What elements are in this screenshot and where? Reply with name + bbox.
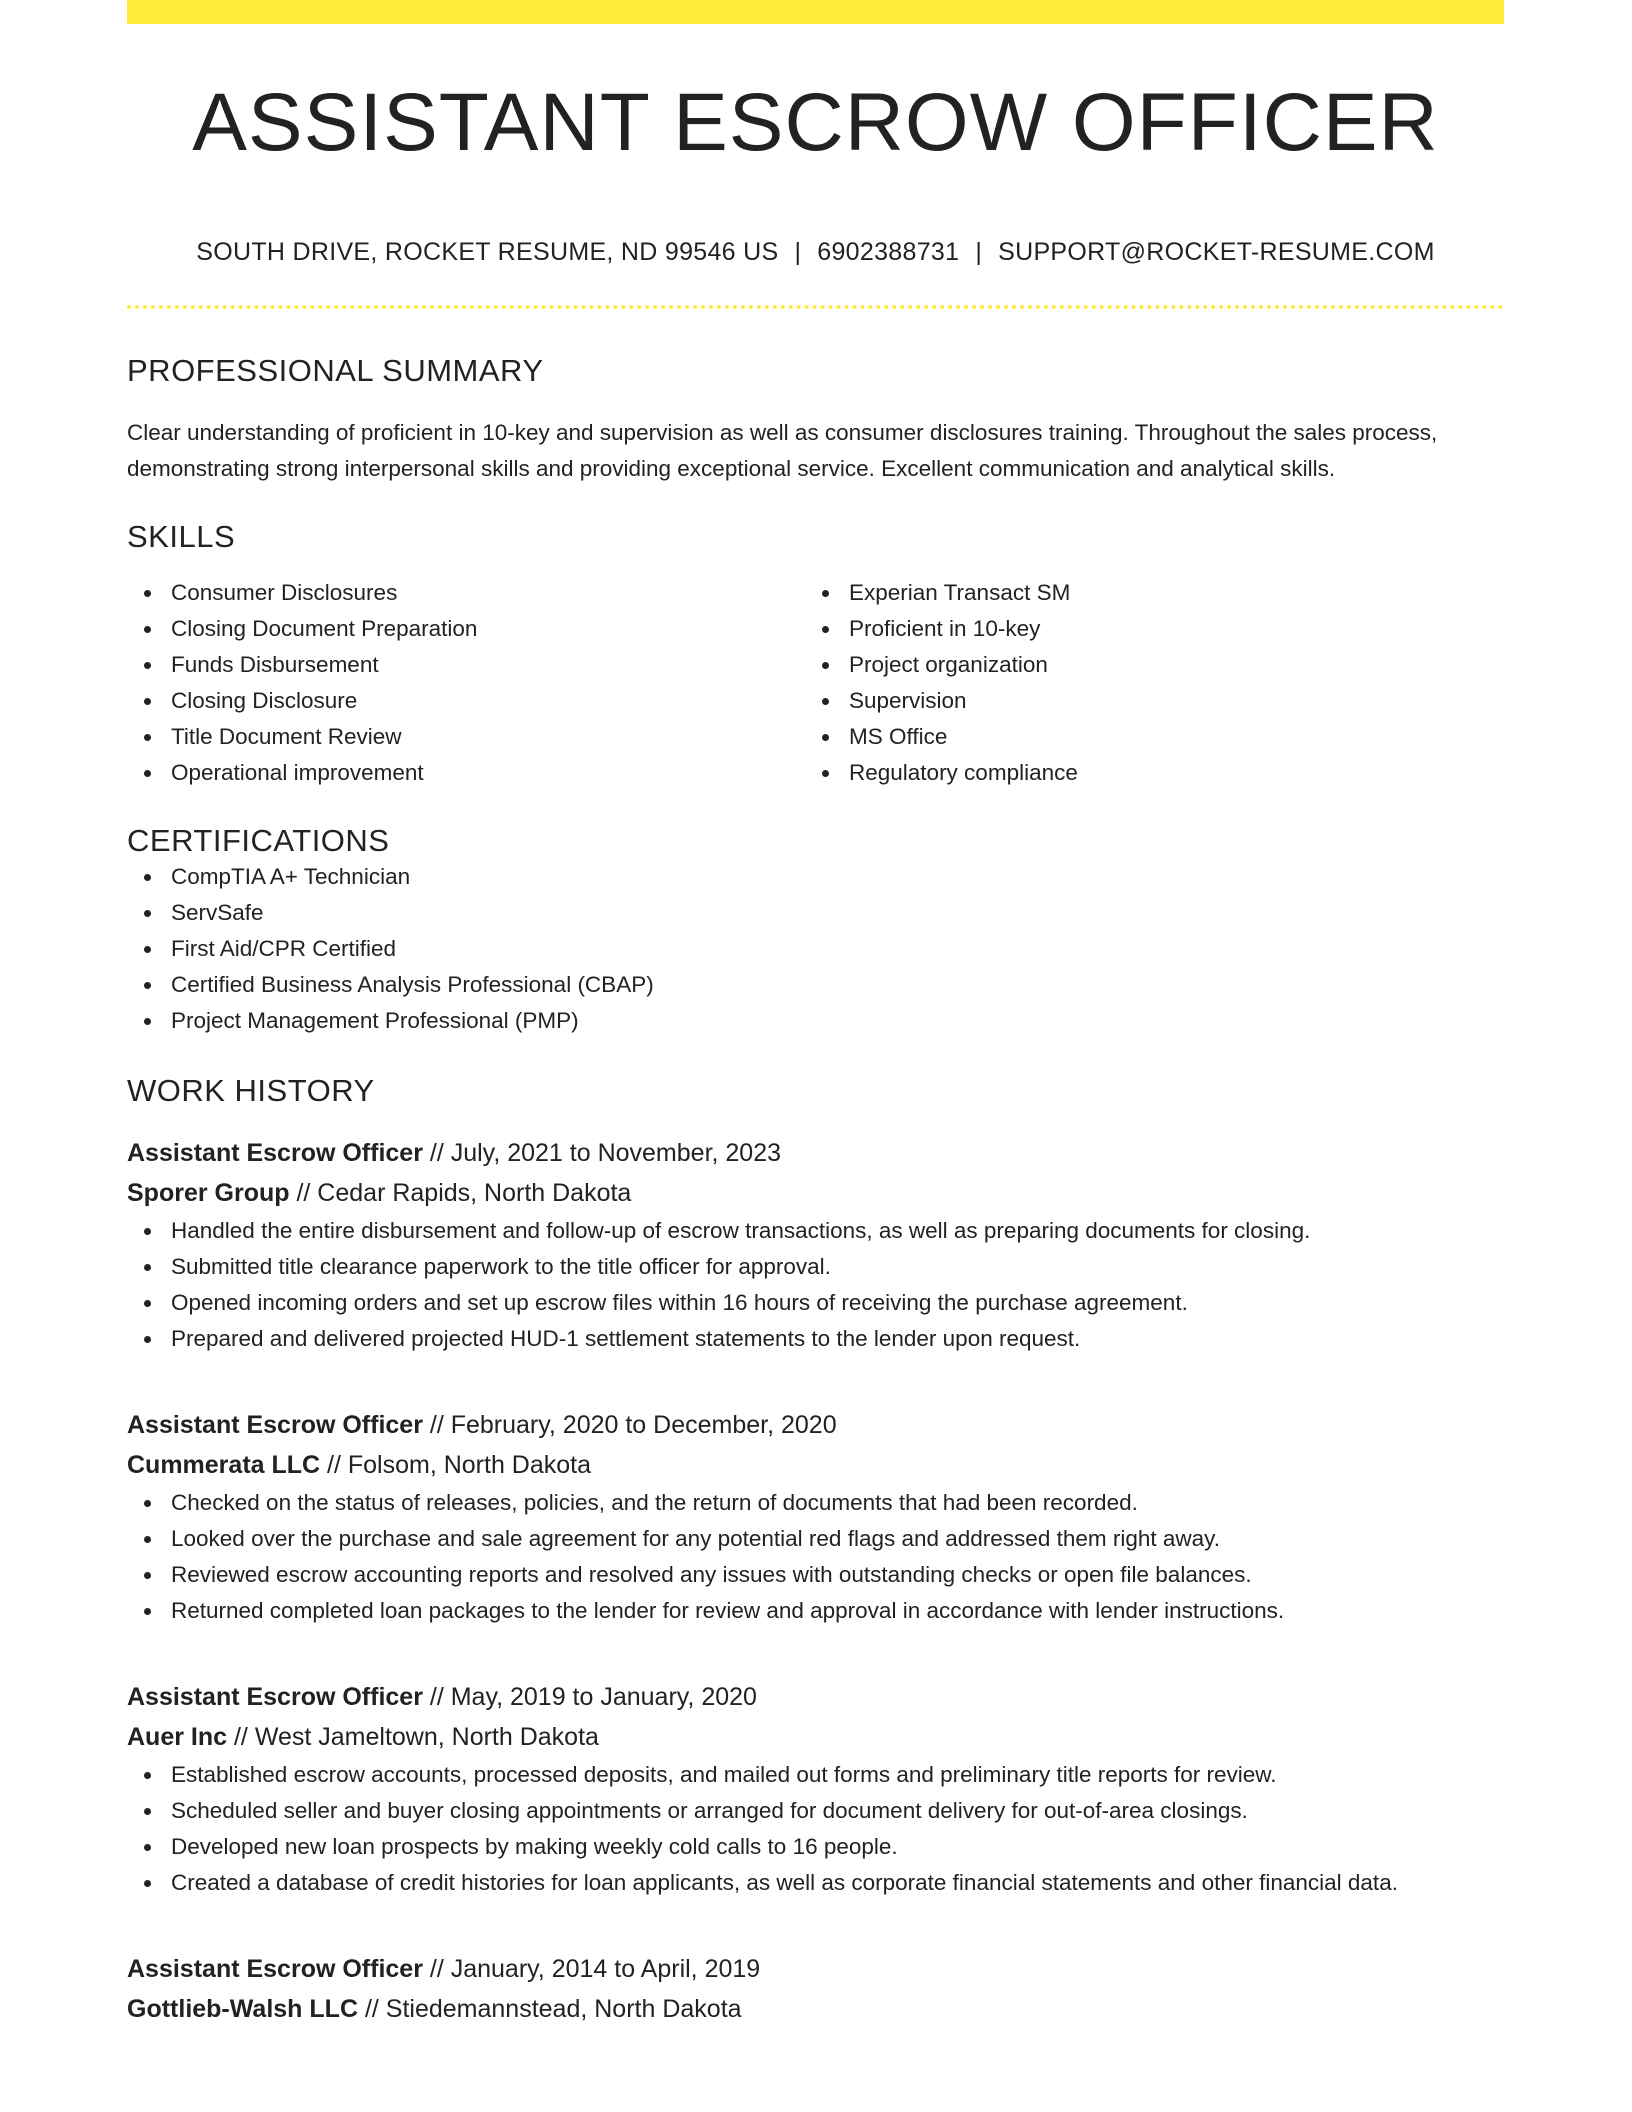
skill-item: Project organization [805,647,1483,683]
job-title-line [127,1949,1504,1989]
job-company: Sporer Group [127,1179,290,1207]
job-company: Gottlieb-Walsh LLC [127,1995,358,2023]
contact-separator: | [794,238,802,266]
job-dates: // July, 2021 to November, 2023 [422,1139,782,1167]
contact-email: SUPPORT@ROCKET-RESUME.COM [998,238,1435,266]
skills-column-right [805,575,1483,791]
summary-text: Clear understanding of proficient in 10-key and supervision as well as consumer disclosures training. Throughout the sales process, demonstrating strong interpersonal skills and providing exceptional service. Excellent communication and analytical skills. [127,420,1438,481]
skill-item: Title Document Review [127,719,805,755]
skill-item: Proficient in 10-key [805,611,1483,647]
job-company-line [127,1445,1504,1485]
skill-item: Closing Document Preparation [127,611,805,647]
skills-grid [127,575,1504,791]
certification-item: Certified Business Analysis Professional (CBAP) [127,967,1504,1003]
job-duties-list [127,1485,1504,1629]
contact-separator: | [975,238,983,266]
skills-list-left [127,575,805,791]
job-dates: // February, 2020 to December, 2020 [422,1411,837,1439]
header-divider [127,305,1504,309]
job-location: // Stiedemannstead, North Dakota [358,1995,742,2023]
job-role: Assistant Escrow Officer [127,1955,423,1983]
job-role: Assistant Escrow Officer [127,1411,423,1439]
skill-item: Experian Transact SM [805,575,1483,611]
job-duty-item: Looked over the purchase and sale agreement for any potential red flags and addressed them right away. [127,1521,1504,1557]
job-duty-item: Reviewed escrow accounting reports and resolved any issues with outstanding checks or open file balances. [127,1557,1504,1593]
work-history-list [127,1133,1504,2029]
contact-phone: 6902388731 [817,238,960,266]
certification-item: Project Management Professional (PMP) [127,1003,1504,1039]
skill-item: Supervision [805,683,1483,719]
job-company-line [127,1173,1504,1213]
job-duty-item: Created a database of credit histories for loan applicants, as well as corporate financial statements and other financial data. [127,1865,1504,1901]
job-entry [127,1133,1504,1357]
certification-item: ServSafe [127,895,1504,931]
job-company: Auer Inc [127,1723,228,1751]
job-title-line [127,1133,1504,1173]
job-duty-item: Scheduled seller and buyer closing appointments or arranged for document delivery for out-of-area closings. [127,1793,1504,1829]
job-location: // West Jameltown, North Dakota [227,1723,599,1751]
skill-item: Consumer Disclosures [127,575,805,611]
job-duty-item: Returned completed loan packages to the lender for review and approval in accordance with lender instructions. [127,1593,1504,1629]
job-entry [127,1405,1504,1629]
certifications-list [127,859,1504,1039]
job-dates: // January, 2014 to April, 2019 [422,1955,761,1983]
skill-item: Funds Disbursement [127,647,805,683]
certification-item: First Aid/CPR Certified [127,931,1504,967]
skill-item: Closing Disclosure [127,683,805,719]
job-duty-item: Submitted title clearance paperwork to the title officer for approval. [127,1249,1504,1285]
skill-item: Operational improvement [127,755,805,791]
job-duty-item: Handled the entire disbursement and follow-up of escrow transactions, as well as preparing documents for closing. [127,1213,1504,1249]
job-company-line [127,1989,1504,2029]
candidate-name: ASSISTANT ESCROW OFFICER [192,77,1439,168]
skill-item: MS Office [805,719,1483,755]
contact-line [127,238,1504,267]
job-duty-item: Opened incoming orders and set up escrow files within 16 hours of receiving the purchase agreement. [127,1285,1504,1321]
accent-bar [127,0,1504,24]
job-role: Assistant Escrow Officer [127,1139,423,1167]
job-duty-item: Established escrow accounts, processed deposits, and mailed out forms and preliminary title reports for review. [127,1757,1504,1793]
job-entry [127,1949,1504,2029]
job-title-line [127,1405,1504,1445]
job-dates: // May, 2019 to January, 2020 [422,1683,757,1711]
certification-item: CompTIA A+ Technician [127,859,1504,895]
job-company: Cummerata LLC [127,1451,321,1479]
skills-column-left [127,575,805,791]
skill-item: Regulatory compliance [805,755,1483,791]
job-entry [127,1677,1504,1901]
skills-list-right [805,575,1483,791]
job-duties-list [127,1213,1504,1357]
contact-address: SOUTH DRIVE, ROCKET RESUME, ND 99546 US [196,238,779,266]
job-location: // Folsom, North Dakota [320,1451,592,1479]
job-duties-list [127,1757,1504,1901]
resume-page [127,0,1504,2029]
skills-heading: SKILLS [127,519,236,554]
summary-heading: PROFESSIONAL SUMMARY [127,353,544,388]
certifications-heading: CERTIFICATIONS [127,823,390,858]
job-role: Assistant Escrow Officer [127,1683,423,1711]
job-duty-item: Checked on the status of releases, policies, and the return of documents that had been recorded. [127,1485,1504,1521]
job-title-line [127,1677,1504,1717]
job-location: // Cedar Rapids, North Dakota [289,1179,632,1207]
job-company-line [127,1717,1504,1757]
job-duty-item: Prepared and delivered projected HUD-1 settlement statements to the lender upon request. [127,1321,1504,1357]
work-history-heading: WORK HISTORY [127,1073,375,1108]
job-duty-item: Developed new loan prospects by making weekly cold calls to 16 people. [127,1829,1504,1865]
